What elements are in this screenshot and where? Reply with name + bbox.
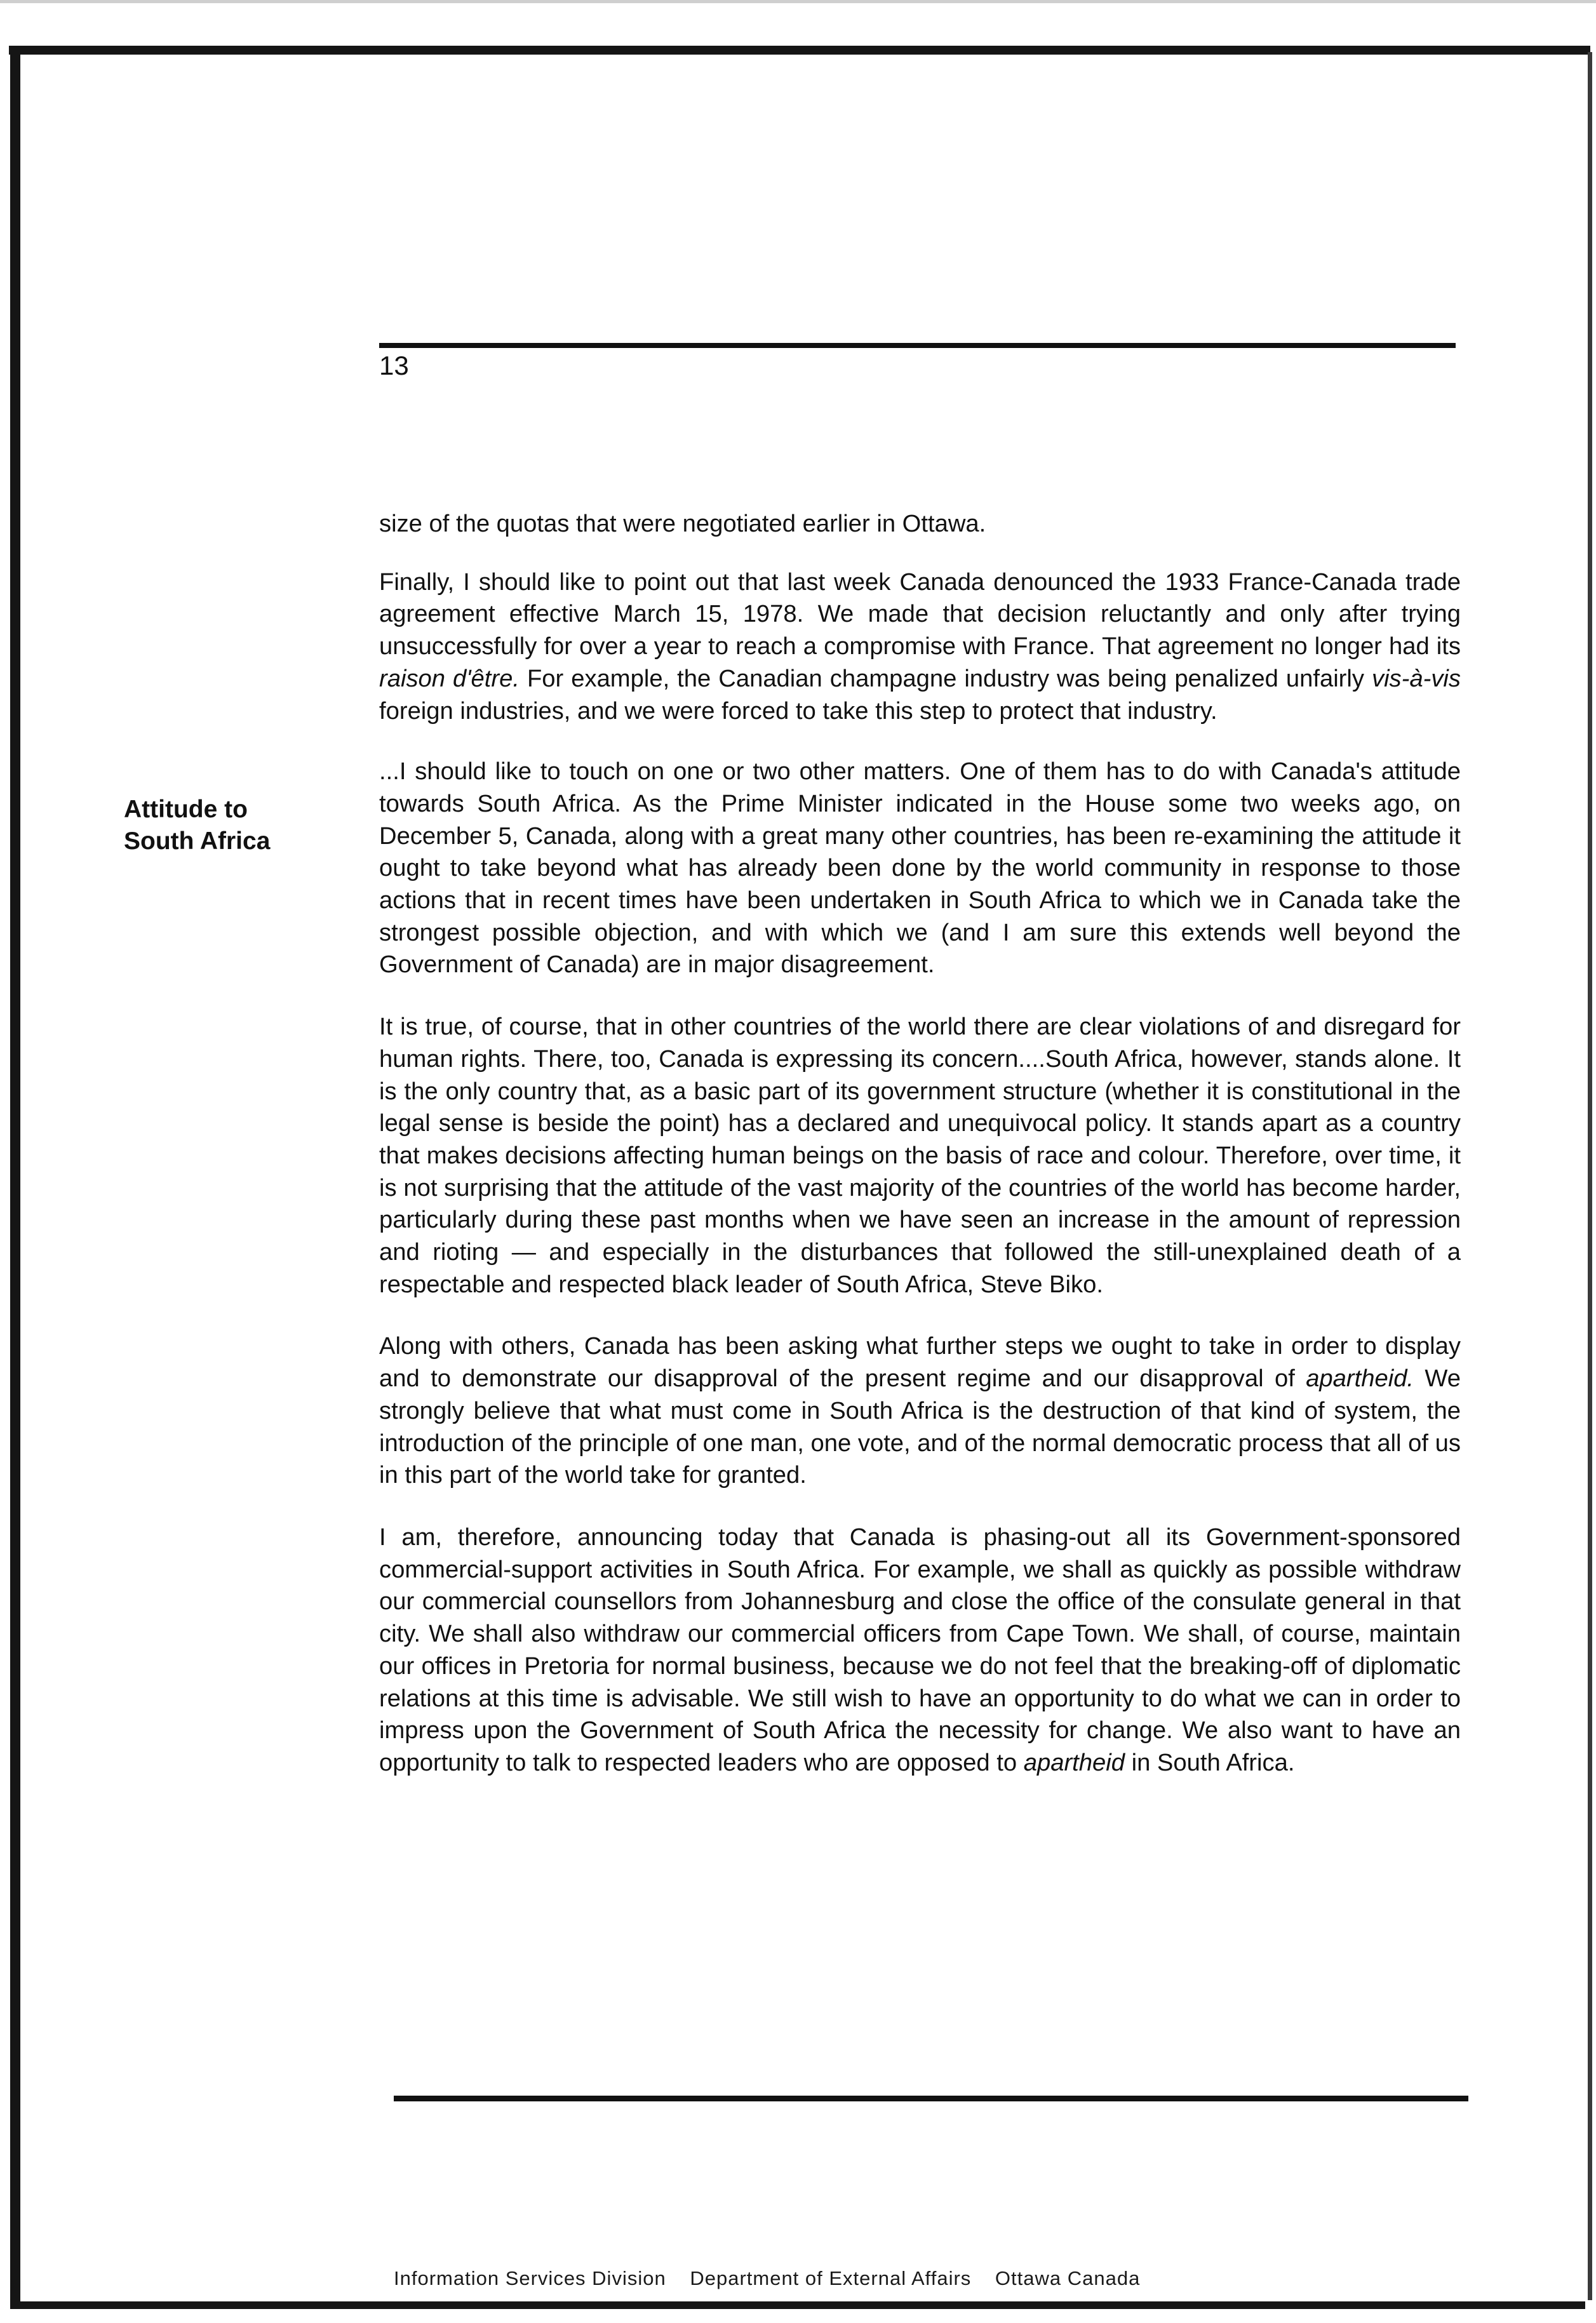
footer-division: Information Services Division bbox=[394, 2267, 666, 2289]
paragraph-5-text-a: Along with others, Canada has been asking what further steps we ought to take in order to display and to demonstrate our disapproval of the present regime and our disapproval of bbox=[379, 1332, 1461, 1393]
paragraph-2-text-c: For example, the Canadian champagne industry was being penalized unfairly bbox=[519, 664, 1372, 692]
scan-frame-bottom bbox=[10, 2301, 1585, 2309]
paragraph-3: ...I should like to touch on one or two other matters. One of them has to do with Canada's attitude towards South Africa. As the Prime Minister indicated in the House some two weeks ago, on December 5, Canada, along with a great many other countries, has been re-examining the attitude it ought to take beyond what has already been done by the world community in response to those actions that in recent times have been undertaken in South Africa to which we in Canada take the strongest possible objection, and with which we (and I am sure this extends well beyond the Government of Canada) are in major disagreement. bbox=[379, 758, 1461, 979]
footer bbox=[394, 2266, 1158, 2291]
paragraph-5-italic-apartheid: apartheid. bbox=[1306, 1365, 1414, 1393]
scan-top-edge bbox=[0, 0, 1596, 3]
paragraph-1: size of the quotas that were negotiated earlier in Ottawa. bbox=[379, 510, 986, 537]
paragraph-5 bbox=[379, 1330, 1461, 1492]
paragraph-2 bbox=[379, 566, 1461, 728]
scan-frame-top bbox=[9, 46, 1590, 55]
footer-rule bbox=[394, 2096, 1468, 2101]
paragraph-6-text-c: in South Africa. bbox=[1124, 1748, 1295, 1776]
margin-heading-line-2: South Africa bbox=[124, 827, 271, 855]
footer-city: Ottawa Canada bbox=[995, 2267, 1141, 2289]
paragraph-4: It is true, of course, that in other countries of the world there are clear violations of and disregard for human rights. There, too, Canada is expressing its concern....South Africa, however, stands alone. It is the only country that, as a basic part of its government structure (whether it is constitutional in the legal sense is beside the point) has a declared and unequivocal policy. It stands apart as a country that makes decisions affecting human beings on the basis of race and colour. Therefore, over time, it is not surprising that the attitude of the vast majority of the countries of the world has become harder, particularly during these past months when we have seen an increase in the amount of repression and rioting — and especially in the disturbances that followed the still-unexplained death of a respectable and respected black leader of South Africa, Steve Biko. bbox=[379, 1013, 1461, 1298]
scan-frame-left bbox=[10, 48, 20, 2309]
page-number: 13 bbox=[379, 351, 409, 380]
paragraph-2-text-e: foreign industries, and we were forced to take this step to protect that industry. bbox=[379, 697, 1217, 725]
paragraph-6 bbox=[379, 1522, 1461, 1779]
paragraph-5-text-c: We strongly believe that what must come in South Africa is the destruction of that kind of system, the introduction of the principle of one man, one vote, and of the normal democratic process that all of us in this part of the world take for granted. bbox=[379, 1365, 1461, 1489]
paragraph-2-italic-raison: raison d'être. bbox=[379, 664, 520, 692]
footer-department: Department of External Affairs bbox=[690, 2267, 972, 2289]
margin-heading-line-1: Attitude to bbox=[124, 796, 248, 823]
margin-heading bbox=[124, 794, 327, 857]
paragraph-2-text-a: Finally, I should like to point out that last week Canada denounced the 1933 France-Canada trade agreement effective March 15, 1978. We made that decision reluctantly and only after trying unsuccessfully for over a year to reach a compromise with France. That agreement no longer had its bbox=[379, 568, 1461, 660]
scan-frame-right bbox=[1588, 52, 1592, 2300]
paragraph-2-italic-vis-a-vis: vis-à-vis bbox=[1371, 664, 1461, 692]
paragraph-6-italic-apartheid: apartheid bbox=[1023, 1748, 1125, 1776]
header-rule bbox=[379, 343, 1456, 348]
paragraph-6-text-a: I am, therefore, announcing today that Canada is phasing-out all its Government-sponsored commercial-support activities in South Africa. For example, we shall as quickly as possible withdraw our commercial counsellors from Johannesburg and close the office of the consulate general in that city. We shall also withdraw our commercial officers from Cape Town. We shall, of course, maintain our offices in Pretoria for normal business, because we do not feel that the breaking-off of diplomatic relations at this time is advisable. We still wish to have an opportunity to do what we can in order to impress upon the Government of South Africa the necessity for change. We also want to have an opportunity to talk to respected leaders who are opposed to bbox=[379, 1523, 1461, 1776]
document-body bbox=[379, 508, 1461, 1779]
